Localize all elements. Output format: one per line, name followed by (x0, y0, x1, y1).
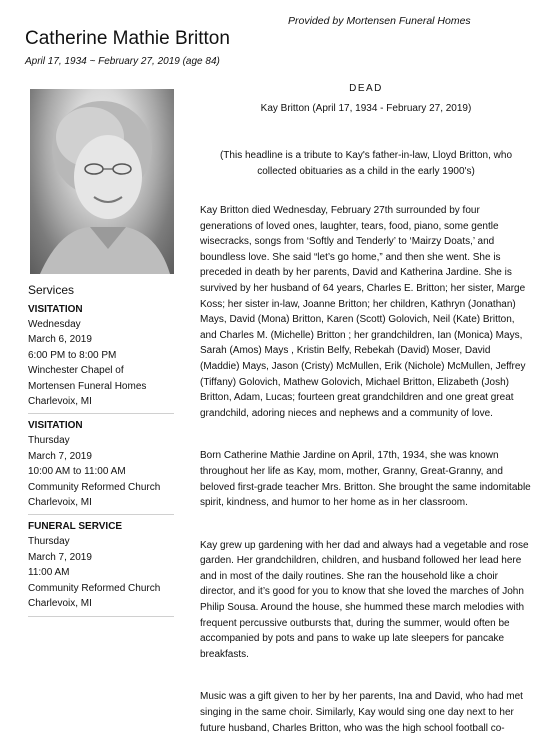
obituary-paragraph: Born Catherine Mathie Jardine on April, 17th, 1934, she was known throughout her life as Kay, mom, mother, Granny, Great-Granny, and beloved first-grade teacher Mrs. Britton. She brought the same indomitable spirit, kindness, and humor to her home as in her classroom. (200, 450, 531, 509)
obituary-paragraph: Kay Britton died Wednesday, February 27th surrounded by four generations of loved ones, laughter, tears, food, piano, some gentle wisecracks, songs from ‘Softly and Tenderly’ to ‘Mairzy Doats,’ and boundless love. She said “let’s go home,” and then she went. She is preceded in death by her parents, David and Katherina Jardine. She is survived by her husband of 64 years, Charles E. Britton; her sister, Marge Koss; her sister in-law, Joanne Britton; her children, Kathryn (Jonathan) Mays, David (Mona) Britton, Karen (Scott) Golovich, Neil (Kate) Britton, and Charles M. (Michelle) Britton ; her grandchildren, Ian (Monica) Mays, Sarah (Amos) Mays , Kristin Belfy, Rebekah (David) Moser, David (Maddie) Mays, Jason (Cristy) McMullen, Erik (Nichole) McMullen, Jeffrey (Tiffany) Golovich, Mathew Golovich, Michael Britton, Elizabeth (Josh) Britton, Adam, Lucas; fourteen great grandchildren and one great great grandchild, adoring nieces and nephews and a community of love. (200, 205, 526, 419)
deceased-name: Catherine Mathie Britton (25, 28, 230, 49)
service-line: Charlevoix, MI (28, 497, 92, 509)
service-line: March 7, 2019 (28, 551, 92, 563)
provided-by-text: Provided by Mortensen Funeral Homes (288, 15, 471, 27)
service-line: March 7, 2019 (28, 450, 92, 462)
portrait-image (30, 89, 174, 274)
obituary-paragraph: Kay grew up gardening with her dad and always had a vegetable and rose garden. Her grandchildren, children, and husband followed her lead here and in most of the daily routines. She ran the household like a choir director, and it’s good for you to know that she loved the marches of John Philip Sousa. Around the house, she hummed these march melodies with frequent percussive outbursts that, during the summer, would often be accompanied by pots and pans to wake up late sleepers for pancake breakfasts. (200, 539, 529, 660)
service-line: Wednesday (28, 319, 81, 330)
service-line: Community Reformed Church (28, 481, 161, 493)
service-line: 11:00 AM (28, 567, 70, 579)
services-sidebar (28, 283, 174, 622)
obituary-content (200, 80, 532, 736)
life-dates: April 17, 1934 ~ February 27, 2019 (age 84) (25, 56, 220, 67)
service-line: March 6, 2019 (28, 334, 92, 346)
obituary-paragraph: Music was a gift given to her by her parents, Ina and David, who had met singing in the same choir. Similarly, Kay would sing one day next to her future husband, Charles Britton, who was the high school football co- (200, 691, 523, 734)
service-line: Mortensen Funeral Homes (28, 380, 147, 392)
services-title: Services (28, 283, 75, 297)
service-line: Thursday (28, 435, 70, 447)
portrait-photo (30, 89, 174, 274)
service-line: Charlevoix, MI (28, 598, 92, 610)
obituary-heading: DEAD (349, 83, 383, 94)
service-line: Community Reformed Church (28, 582, 161, 594)
obituary-subheading: Kay Britton (April 17, 1934 - February 27, 2019) (260, 103, 472, 114)
tribute-note: (This headline is a tribute to Kay's father-in-law, Lloyd Britton, who collected obituaries as a child in the early 1900's) (219, 150, 513, 177)
service-type: FUNERAL SERVICE (28, 521, 123, 533)
service-line: Thursday (28, 536, 70, 548)
service-block (28, 303, 174, 414)
service-type: VISITATION (28, 304, 83, 315)
service-type: VISITATION (28, 420, 83, 432)
service-block (28, 520, 174, 616)
service-line: 6:00 PM to 8:00 PM (28, 349, 117, 361)
service-line: 10:00 AM to 11:00 AM (28, 466, 126, 478)
service-block (28, 419, 174, 515)
service-line: Winchester Chapel of (28, 365, 124, 377)
service-line: Charlevoix, MI (28, 396, 92, 408)
